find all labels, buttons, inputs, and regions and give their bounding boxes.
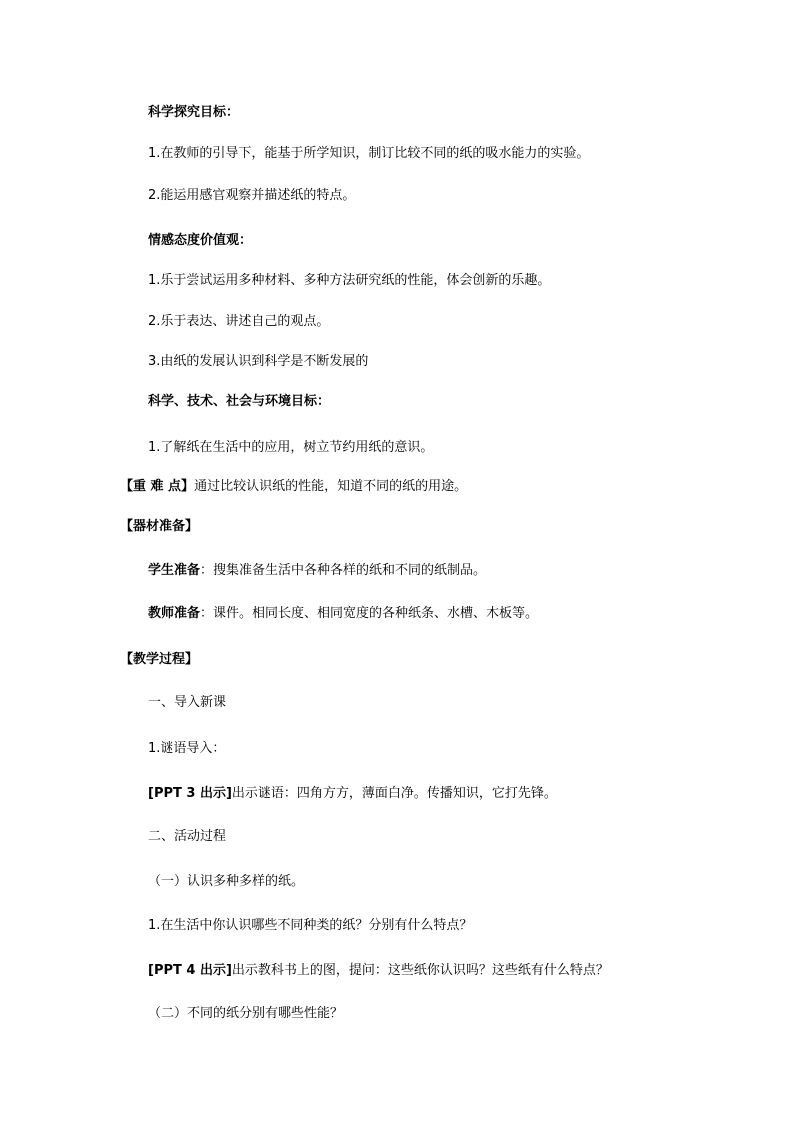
science-inquiry-heading: 科学探究目标：: [148, 105, 240, 120]
teacher-prep-text: ：课件。相同长度、相同宽度的各种纸条、水槽、木板等。: [200, 606, 539, 621]
key-points-text: 通过比较认识纸的性能，知道不同的纸的用途。: [194, 479, 468, 494]
ppt4-line: [148, 962, 609, 980]
subsection-2-heading: （二）不同的纸分别有哪些性能？: [148, 1006, 344, 1021]
attitude-item-2: 2.乐于表达、讲述自己的观点。: [148, 314, 330, 329]
process-heading: 【教学过程】: [120, 652, 199, 667]
stse-item-1: 1.了解纸在生活中的应用，树立节约用纸的意识。: [148, 440, 434, 455]
science-inquiry-item-2: 2.能运用感官观察并描述纸的特点。: [148, 188, 356, 203]
student-prep-text: ：搜集准备生活中各种各样的纸和不同的纸制品。: [200, 563, 487, 578]
materials-heading: 【器材准备】: [120, 519, 199, 534]
section-1-item-1: 1.谜语导入：: [148, 741, 226, 756]
ppt4-text: 出示教科书上的图，提问：这些纸你认识吗？这些纸有什么特点？: [231, 963, 609, 978]
ppt4-label: [PPT 4 出示]: [148, 963, 232, 978]
key-points-label: 【重 难 点】: [120, 479, 195, 494]
student-prep-line: [148, 562, 486, 580]
section-1-heading: 一、导入新课: [148, 695, 227, 710]
science-inquiry-item-1: 1.在教师的引导下，能基于所学知识，制订比较不同的纸的吸水能力的实验。: [148, 146, 590, 161]
attitude-item-3: 3.由纸的发展认识到科学是不断发展的: [148, 354, 369, 369]
attitude-heading: 情感态度价值观：: [148, 233, 253, 248]
key-points-line: [120, 478, 467, 496]
ppt3-text: 出示谜语：四角方方，薄面白净。传播知识，它打先锋。: [231, 786, 557, 801]
subsection-1-heading: （一）认识多种多样的纸。: [148, 874, 305, 889]
student-prep-label: 学生准备: [148, 563, 201, 578]
teacher-prep-label: 教师准备: [148, 606, 201, 621]
ppt3-line: [148, 785, 557, 803]
subsection-1-item-1: 1.在生活中你认识哪些不同种类的纸？分别有什么特点？: [148, 918, 473, 933]
section-2-heading: 二、活动过程: [148, 829, 227, 844]
teacher-prep-line: [148, 605, 538, 623]
stse-heading: 科学、技术、社会与环境目标：: [148, 394, 331, 409]
attitude-item-1: 1.乐于尝试运用多种材料、多种方法研究纸的性能，体会创新的乐趣。: [148, 273, 551, 288]
ppt3-label: [PPT 3 出示]: [148, 786, 232, 801]
